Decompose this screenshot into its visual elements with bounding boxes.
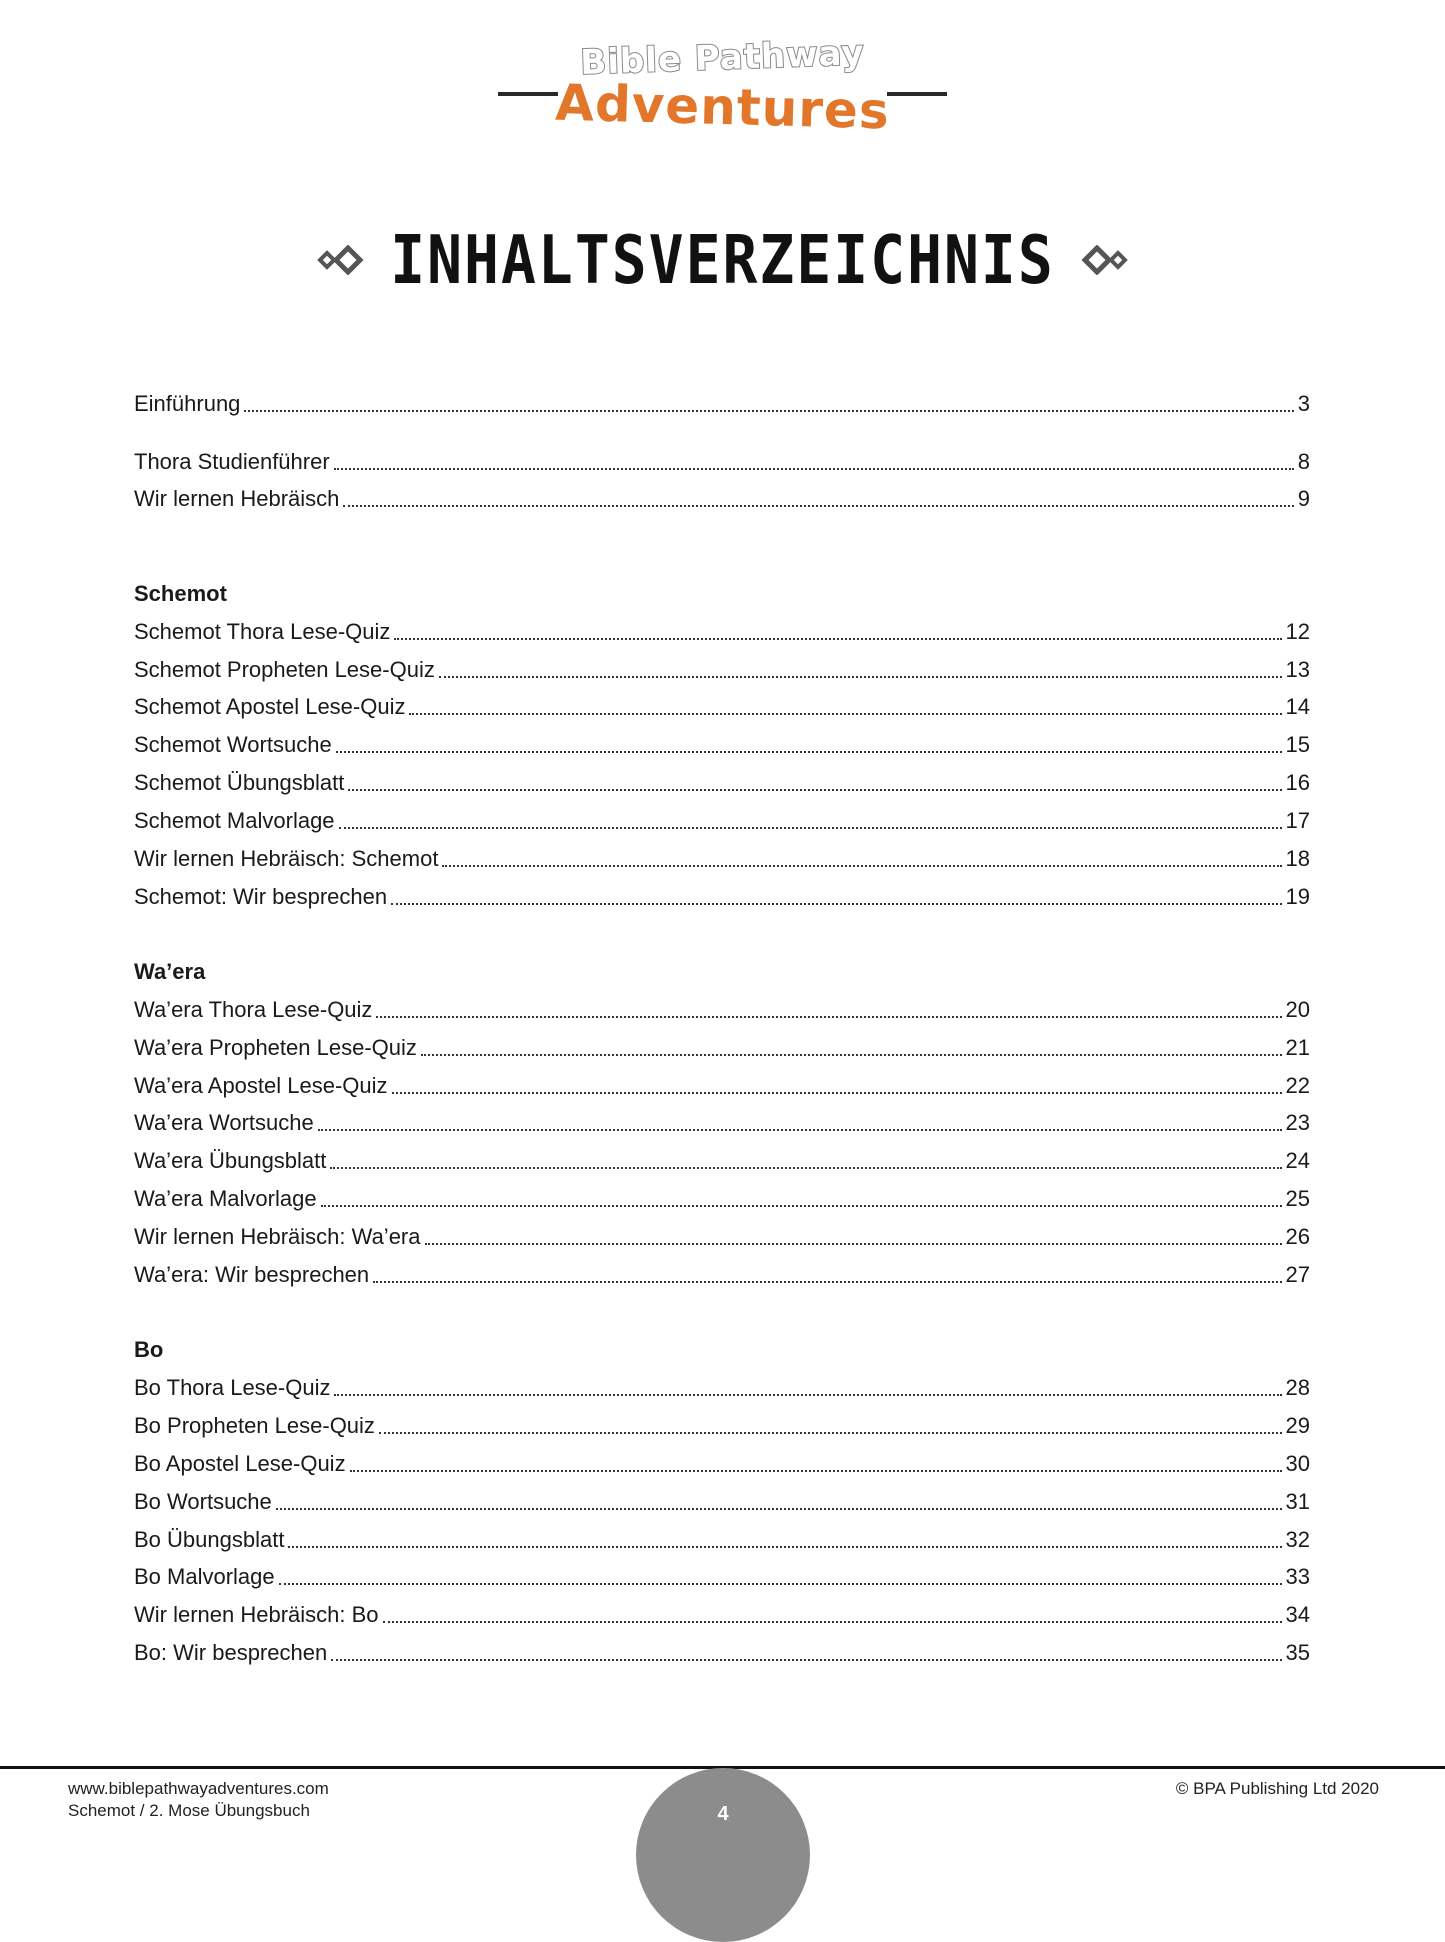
dot-leader [288,1546,1281,1548]
toc-entry-page: 35 [1285,1640,1310,1665]
dot-leader [379,1432,1282,1434]
toc-entry-page: 34 [1285,1602,1310,1627]
footer-book-title: Schemot / 2. Mose Übungsbuch [68,1801,310,1820]
toc-entry[interactable] [134,653,1310,687]
toc-entry-label: Schemot Propheten Lese-Quiz [134,657,435,682]
toc-entry[interactable] [134,1560,1310,1594]
toc-entry[interactable] [134,1409,1310,1443]
toc-entry-label: Schemot Wortsuche [134,732,332,757]
toc-entry-label: Wa’era Thora Lese-Quiz [134,997,373,1022]
dot-leader [279,1583,1282,1585]
dot-leader [442,865,1281,867]
dot-leader [276,1508,1282,1510]
toc-entry-page: 29 [1285,1413,1310,1438]
toc-entry-page: 12 [1285,619,1310,644]
dot-leader [334,468,1294,470]
dot-leader [373,1281,1281,1283]
page-number: 4 [717,1803,729,1825]
toc-entry-label: Bo Propheten Lese-Quiz [134,1413,375,1438]
brand-logo [0,30,1445,140]
toc-entry-label: Bo Thora Lese-Quiz [134,1375,331,1400]
toc-entry-label: Schemot Malvorlage [134,808,335,833]
toc-entry-page: 31 [1285,1489,1310,1514]
dot-leader [244,410,1293,412]
toc-entry-page: 24 [1285,1148,1310,1173]
page-number-badge [636,1768,810,1942]
dot-leader [339,827,1282,829]
toc-entry[interactable] [134,1144,1310,1178]
dot-leader [350,1470,1282,1472]
dot-leader [330,1167,1281,1169]
toc-entry-label: Bo Wortsuche [134,1489,272,1514]
toc-entry-label: Schemot: Wir besprechen [134,884,388,909]
section-heading-waera: Wa’era [134,959,206,984]
toc-entry-label: Wa’era Malvorlage [134,1186,317,1211]
toc-entry-label: Wa’era Propheten Lese-Quiz [134,1035,417,1060]
toc-entry[interactable] [134,1636,1310,1670]
dot-leader [318,1129,1282,1131]
toc-entry-page: 26 [1285,1224,1310,1249]
toc-entry-label: Wa’era Apostel Lese-Quiz [134,1073,388,1098]
toc-entry-label: Wir lernen Hebräisch: Wa’era [134,1224,421,1249]
toc-entry[interactable] [134,1106,1310,1140]
toc-entry-page: 13 [1285,657,1310,682]
toc-entry-label: Schemot Apostel Lese-Quiz [134,694,406,719]
toc-entry-page: 9 [1297,486,1310,511]
toc-entry-label: Wir lernen Hebräisch [134,486,340,511]
toc-entry-page: 14 [1285,694,1310,719]
dot-leader [321,1205,1282,1207]
toc-entry[interactable] [134,728,1310,762]
toc-entry-page: 30 [1285,1451,1310,1476]
toc-entry[interactable] [134,1523,1310,1557]
toc-entry[interactable] [134,804,1310,838]
toc-entry-page: 21 [1285,1035,1310,1060]
dot-leader [394,638,1281,640]
diamond-ornament-icon [1077,245,1135,275]
toc-entry-page: 25 [1285,1186,1310,1211]
dot-leader [391,903,1281,905]
toc-entry[interactable] [134,1258,1310,1292]
toc-entry-page: 23 [1285,1110,1310,1135]
toc-entry[interactable] [134,387,1310,421]
toc-entry[interactable] [134,880,1310,914]
toc-entry[interactable] [134,842,1310,876]
page-title: INHALTSVERZEICHNIS [390,220,1055,300]
dot-leader [439,676,1282,678]
diamond-ornament-icon [310,245,368,275]
toc-entry-label: Schemot Übungsblatt [134,770,345,795]
toc-entry-page: 3 [1297,391,1310,416]
toc-entry-page: 28 [1285,1375,1310,1400]
toc-entry[interactable] [134,445,1310,479]
toc-entry-page: 18 [1285,846,1310,871]
toc-entry-page: 22 [1285,1073,1310,1098]
toc-entry-page: 20 [1285,997,1310,1022]
toc-entry[interactable] [134,1031,1310,1065]
toc-entry-label: Bo: Wir besprechen [134,1640,328,1665]
dot-leader [336,751,1282,753]
toc-entry-page: 33 [1285,1564,1310,1589]
toc-entry-label: Schemot Thora Lese-Quiz [134,619,391,644]
dot-leader [392,1092,1282,1094]
footer-copyright: © BPA Publishing Ltd 2020 [1175,1779,1379,1798]
toc-entry[interactable] [134,993,1310,1027]
logo-line-1: Bible Pathway [579,33,866,83]
toc-entry[interactable] [134,1371,1310,1405]
toc-entry-label: Thora Studienführer [134,449,330,474]
toc-entry-page: 27 [1285,1262,1310,1287]
toc-entry[interactable] [134,1182,1310,1216]
toc-entry-label: Wa’era Wortsuche [134,1110,314,1135]
footer-left [68,1778,329,1822]
title-block [0,220,1445,300]
toc-entry-page: 8 [1297,449,1310,474]
section-heading-schemot: Schemot [134,581,227,606]
toc-entry-page: 17 [1285,808,1310,833]
toc-entry-page: 32 [1285,1527,1310,1552]
toc-entry-label: Wir lernen Hebräisch: Bo [134,1602,379,1627]
dot-leader [348,789,1281,791]
toc-entry-label: Einführung [134,391,241,416]
toc-entry[interactable] [134,1598,1310,1632]
section-heading-bo: Bo [134,1337,164,1362]
toc-entry-page: 16 [1285,770,1310,795]
toc-entry-label: Wa’era: Wir besprechen [134,1262,370,1287]
toc-entry-label: Bo Übungsblatt [134,1527,285,1552]
toc-entry-label: Bo Apostel Lese-Quiz [134,1451,346,1476]
dot-leader [425,1243,1282,1245]
toc-entry-label: Bo Malvorlage [134,1564,275,1589]
toc-entry-page: 15 [1285,732,1310,757]
toc-entry[interactable] [134,615,1310,649]
toc-entry[interactable] [134,1069,1310,1103]
dot-leader [383,1621,1282,1623]
footer-website[interactable]: www.biblepathwayadventures.com [68,1779,329,1798]
toc-entry[interactable] [134,766,1310,800]
dot-leader [331,1659,1281,1661]
toc-entry-label: Wir lernen Hebräisch: Schemot [134,846,439,871]
dot-leader [343,505,1293,507]
dot-leader [421,1054,1282,1056]
toc-entry[interactable] [134,482,1310,516]
dot-leader [376,1016,1281,1018]
toc-entry-page: 19 [1285,884,1310,909]
toc-entry[interactable] [134,1447,1310,1481]
toc-entry-label: Wa’era Übungsblatt [134,1148,327,1173]
toc-entry[interactable] [134,690,1310,724]
logo-line-2: Adventures [554,73,891,141]
dot-leader [334,1394,1281,1396]
toc-entry[interactable] [134,1485,1310,1519]
dot-leader [409,713,1281,715]
toc-entry[interactable] [134,1220,1310,1254]
